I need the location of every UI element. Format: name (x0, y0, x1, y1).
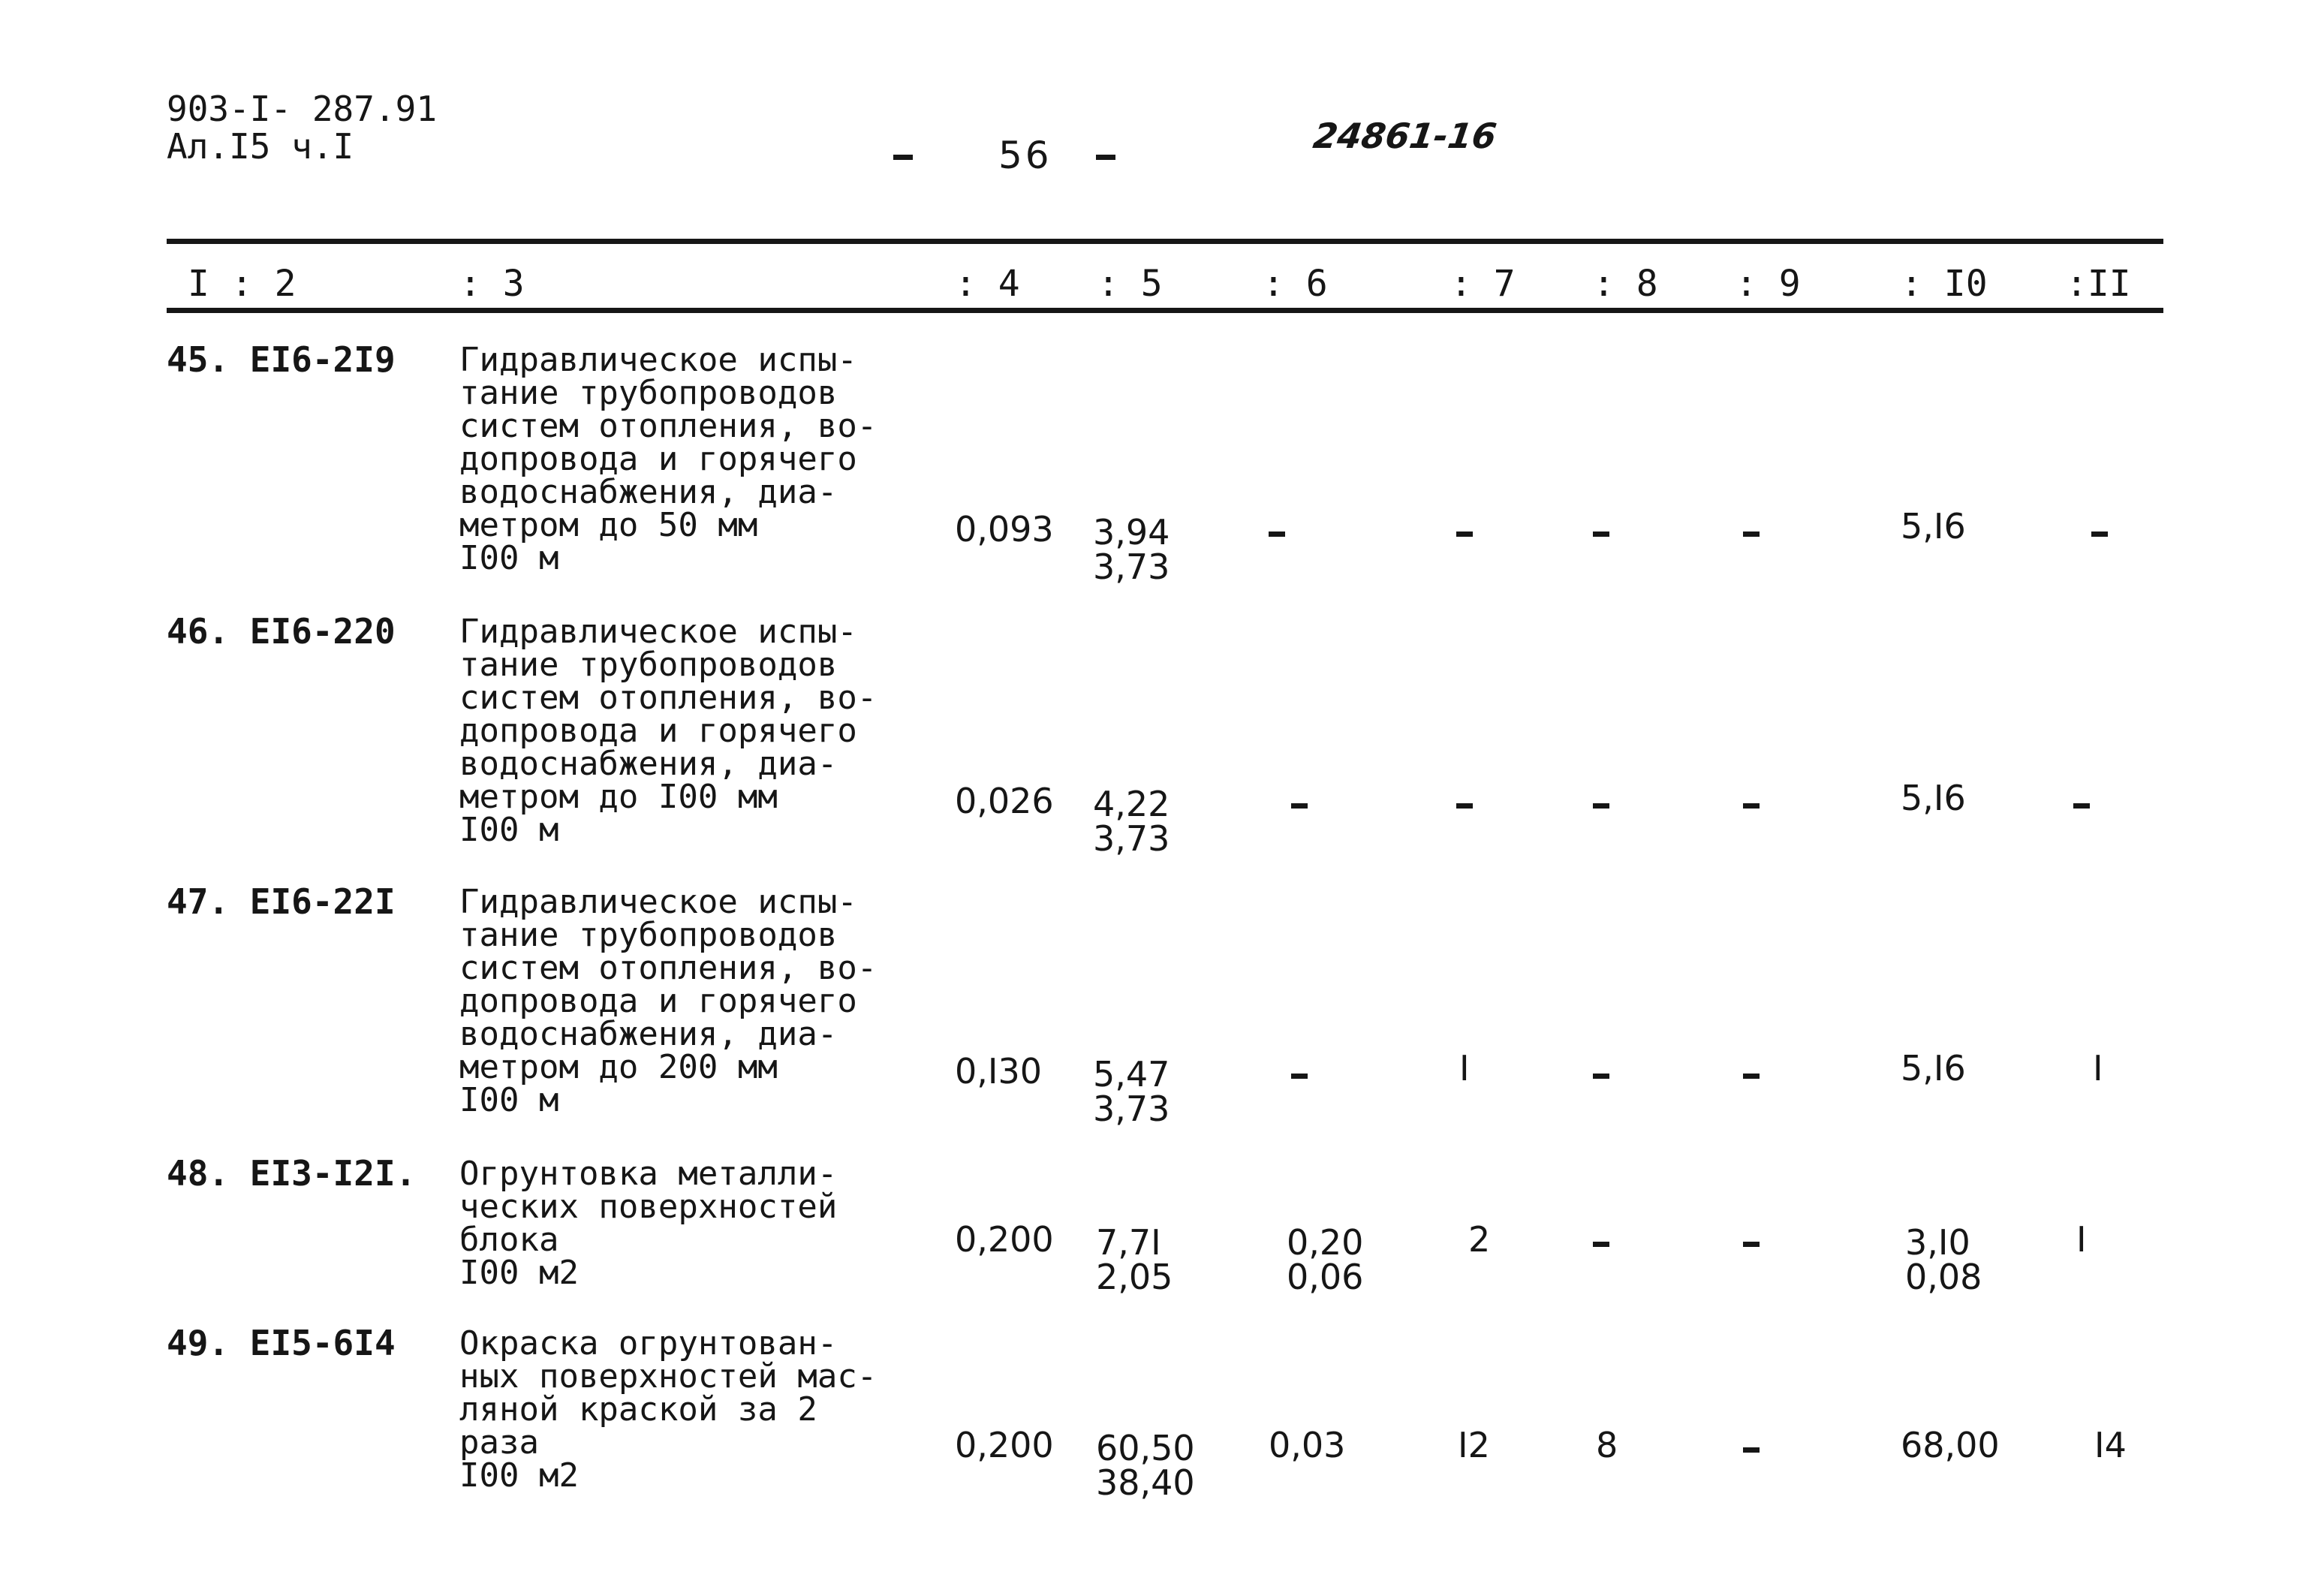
row-number-code: 46. EI6-220 (167, 611, 396, 652)
row-number-code: 45. EI6-2I9 (167, 339, 396, 380)
cell-col9 (1743, 512, 1756, 547)
dash-mark-col7 (1456, 531, 1473, 537)
dash-mark-col9 (1743, 803, 1760, 809)
cell-col5-top: 5,47 (1093, 1054, 1170, 1095)
dash-mark-col11 (2091, 531, 2108, 537)
cell-col10: 68,00 (1901, 1425, 2000, 1465)
cell-col9 (1743, 1054, 1756, 1089)
cell-col7: I (1459, 1048, 1470, 1089)
cell-col5 (1093, 512, 1170, 587)
description-line: метром до 50 мм (459, 506, 758, 544)
row-description (459, 613, 925, 849)
document-code-line1: 903-I- 287.91 (167, 89, 438, 129)
description-line: ных поверхностей мас- (459, 1357, 878, 1396)
description-line: Окраска огрунтован- (459, 1324, 838, 1363)
description-line: тание трубопроводов (459, 646, 838, 684)
column-header-10: : I0 (1901, 263, 1988, 305)
dash-mark-col8 (1593, 531, 1609, 537)
dash-mark-col11 (2073, 803, 2090, 809)
cell-col8 (1593, 512, 1606, 547)
row-number-code: 49. EI5-6I4 (167, 1323, 396, 1363)
cell-col4: 0,I30 (955, 1051, 1042, 1092)
dash-mark-col8 (1593, 1074, 1609, 1079)
archive-number-stamp: 24861-16 (1311, 116, 1499, 156)
cell-col11 (2091, 512, 2104, 547)
dash-mark-col6 (1291, 803, 1308, 809)
cell-col5-bottom: 3,73 (1093, 818, 1170, 859)
cell-col5-bottom: 3,73 (1093, 1089, 1170, 1129)
dash-mark-col7 (1456, 803, 1473, 809)
description-line: водоснабжения, диа- (459, 473, 838, 511)
description-line: ческих поверхностей (459, 1188, 838, 1226)
description-line: I00 м (459, 811, 559, 849)
cell-col4: 0,026 (955, 781, 1054, 821)
description-line: ляной краской за 2 (459, 1390, 817, 1429)
cell-col11 (2073, 784, 2086, 818)
page-number: 56 (998, 134, 1052, 177)
page-number-dash-left (893, 155, 913, 160)
description-line: Гидравлическое испы- (459, 341, 857, 379)
page-number-dash-right (1096, 155, 1115, 160)
description-line: Гидравлическое испы- (459, 883, 857, 921)
column-header-6: : 6 (1263, 263, 1328, 305)
cell-col5-bottom: 2,05 (1096, 1257, 1173, 1297)
cell-col11: I (2093, 1048, 2103, 1089)
cell-col10 (1905, 1222, 1982, 1297)
description-line: допровода и горячего (459, 440, 857, 478)
column-header-8: : 8 (1593, 263, 1658, 305)
cell-col7 (1456, 784, 1469, 818)
description-line: допровода и горячего (459, 712, 857, 750)
cell-col9 (1743, 784, 1756, 818)
cell-col10: 5,I6 (1901, 778, 1966, 818)
dash-mark-col9 (1743, 1242, 1760, 1247)
description-line: I00 м2 (459, 1254, 579, 1292)
table-top-rule (167, 239, 2163, 244)
description-line: I00 м (459, 539, 559, 577)
column-header-1-2: I : 2 (188, 263, 297, 305)
cell-col5 (1096, 1428, 1195, 1503)
description-line: тание трубопроводов (459, 916, 838, 954)
cell-col4: 0,200 (955, 1219, 1054, 1260)
dash-mark-col6 (1291, 1074, 1308, 1079)
cell-col8 (1593, 784, 1606, 818)
row-description (459, 1155, 925, 1292)
cell-col7: I2 (1458, 1425, 1490, 1465)
description-line: I00 м2 (459, 1456, 579, 1495)
cell-col5 (1093, 784, 1170, 859)
cell-col6 (1291, 1054, 1304, 1089)
row-number-code: 47. EI6-22I (167, 881, 396, 922)
row-description (459, 1324, 925, 1495)
dash-mark-col9 (1743, 1074, 1760, 1079)
column-header-9: : 9 (1736, 263, 1801, 305)
cell-col6 (1287, 1222, 1364, 1297)
column-header-5: : 5 (1097, 263, 1163, 305)
description-line: водоснабжения, диа- (459, 745, 838, 783)
cell-col5-bottom: 3,73 (1093, 547, 1170, 587)
cell-col6-top: 0,20 (1287, 1222, 1364, 1263)
cell-col10: 5,I6 (1901, 506, 1966, 547)
column-header-4: : 4 (955, 263, 1020, 305)
row-description (459, 341, 925, 577)
document-code-line2: Ал.I5 ч.I (167, 126, 354, 167)
cell-col7 (1456, 512, 1469, 547)
cell-col8 (1593, 1222, 1606, 1257)
description-line: раза (459, 1423, 539, 1462)
cell-col10-bottom: 0,08 (1905, 1257, 1982, 1297)
column-header-11: :II (2066, 263, 2131, 305)
cell-col5-top: 4,22 (1093, 784, 1170, 824)
cell-col4: 0,200 (955, 1425, 1054, 1465)
cell-col8 (1593, 1054, 1606, 1089)
cell-col6 (1291, 784, 1304, 818)
document-code (167, 90, 437, 165)
cell-col5-bottom: 38,40 (1096, 1462, 1195, 1503)
table-header-rule (167, 308, 2163, 313)
description-line: систем отопления, во- (459, 679, 878, 717)
description-line: тание трубопроводов (459, 374, 838, 412)
description-line: Гидравлическое испы- (459, 613, 857, 651)
cell-col5 (1096, 1222, 1173, 1297)
description-line: метром до 200 мм (459, 1048, 778, 1086)
description-line: Огрунтовка металли- (459, 1155, 838, 1193)
cell-col9 (1743, 1222, 1756, 1257)
row-number-code: 48. EI3-I2I. (167, 1153, 417, 1194)
cell-col6: 0,03 (1269, 1425, 1346, 1465)
cell-col10: 5,I6 (1901, 1048, 1966, 1089)
cell-col5 (1093, 1054, 1170, 1129)
dash-mark-col9 (1743, 1447, 1760, 1453)
cell-col10-top: 3,I0 (1905, 1222, 1970, 1263)
description-line: систем отопления, во- (459, 949, 878, 987)
cell-col6-bottom: 0,06 (1287, 1257, 1364, 1297)
cell-col5-top: 60,50 (1096, 1428, 1195, 1468)
description-line: систем отопления, во- (459, 407, 878, 445)
dash-mark-col6 (1269, 531, 1285, 537)
cell-col11: I4 (2094, 1425, 2127, 1465)
description-line: допровода и горячего (459, 982, 857, 1020)
cell-col4: 0,093 (955, 509, 1054, 550)
cell-col9 (1743, 1428, 1756, 1462)
cell-col7: 2 (1468, 1219, 1491, 1260)
dash-mark-col9 (1743, 531, 1760, 537)
cell-col11: I (2076, 1219, 2087, 1260)
cell-col5-top: 3,94 (1093, 512, 1170, 553)
description-line: метром до I00 мм (459, 778, 778, 816)
description-line: блока (459, 1221, 559, 1259)
cell-col8: 8 (1596, 1425, 1618, 1465)
row-description (459, 883, 925, 1119)
cell-col6 (1269, 512, 1281, 547)
dash-mark-col8 (1593, 1242, 1609, 1247)
column-header-7: : 7 (1450, 263, 1516, 305)
description-line: водоснабжения, диа- (459, 1015, 838, 1053)
column-header-3: : 3 (459, 263, 525, 305)
description-line: I00 м (459, 1081, 559, 1119)
dash-mark-col8 (1593, 803, 1609, 809)
cell-col5-top: 7,7I (1096, 1222, 1161, 1263)
